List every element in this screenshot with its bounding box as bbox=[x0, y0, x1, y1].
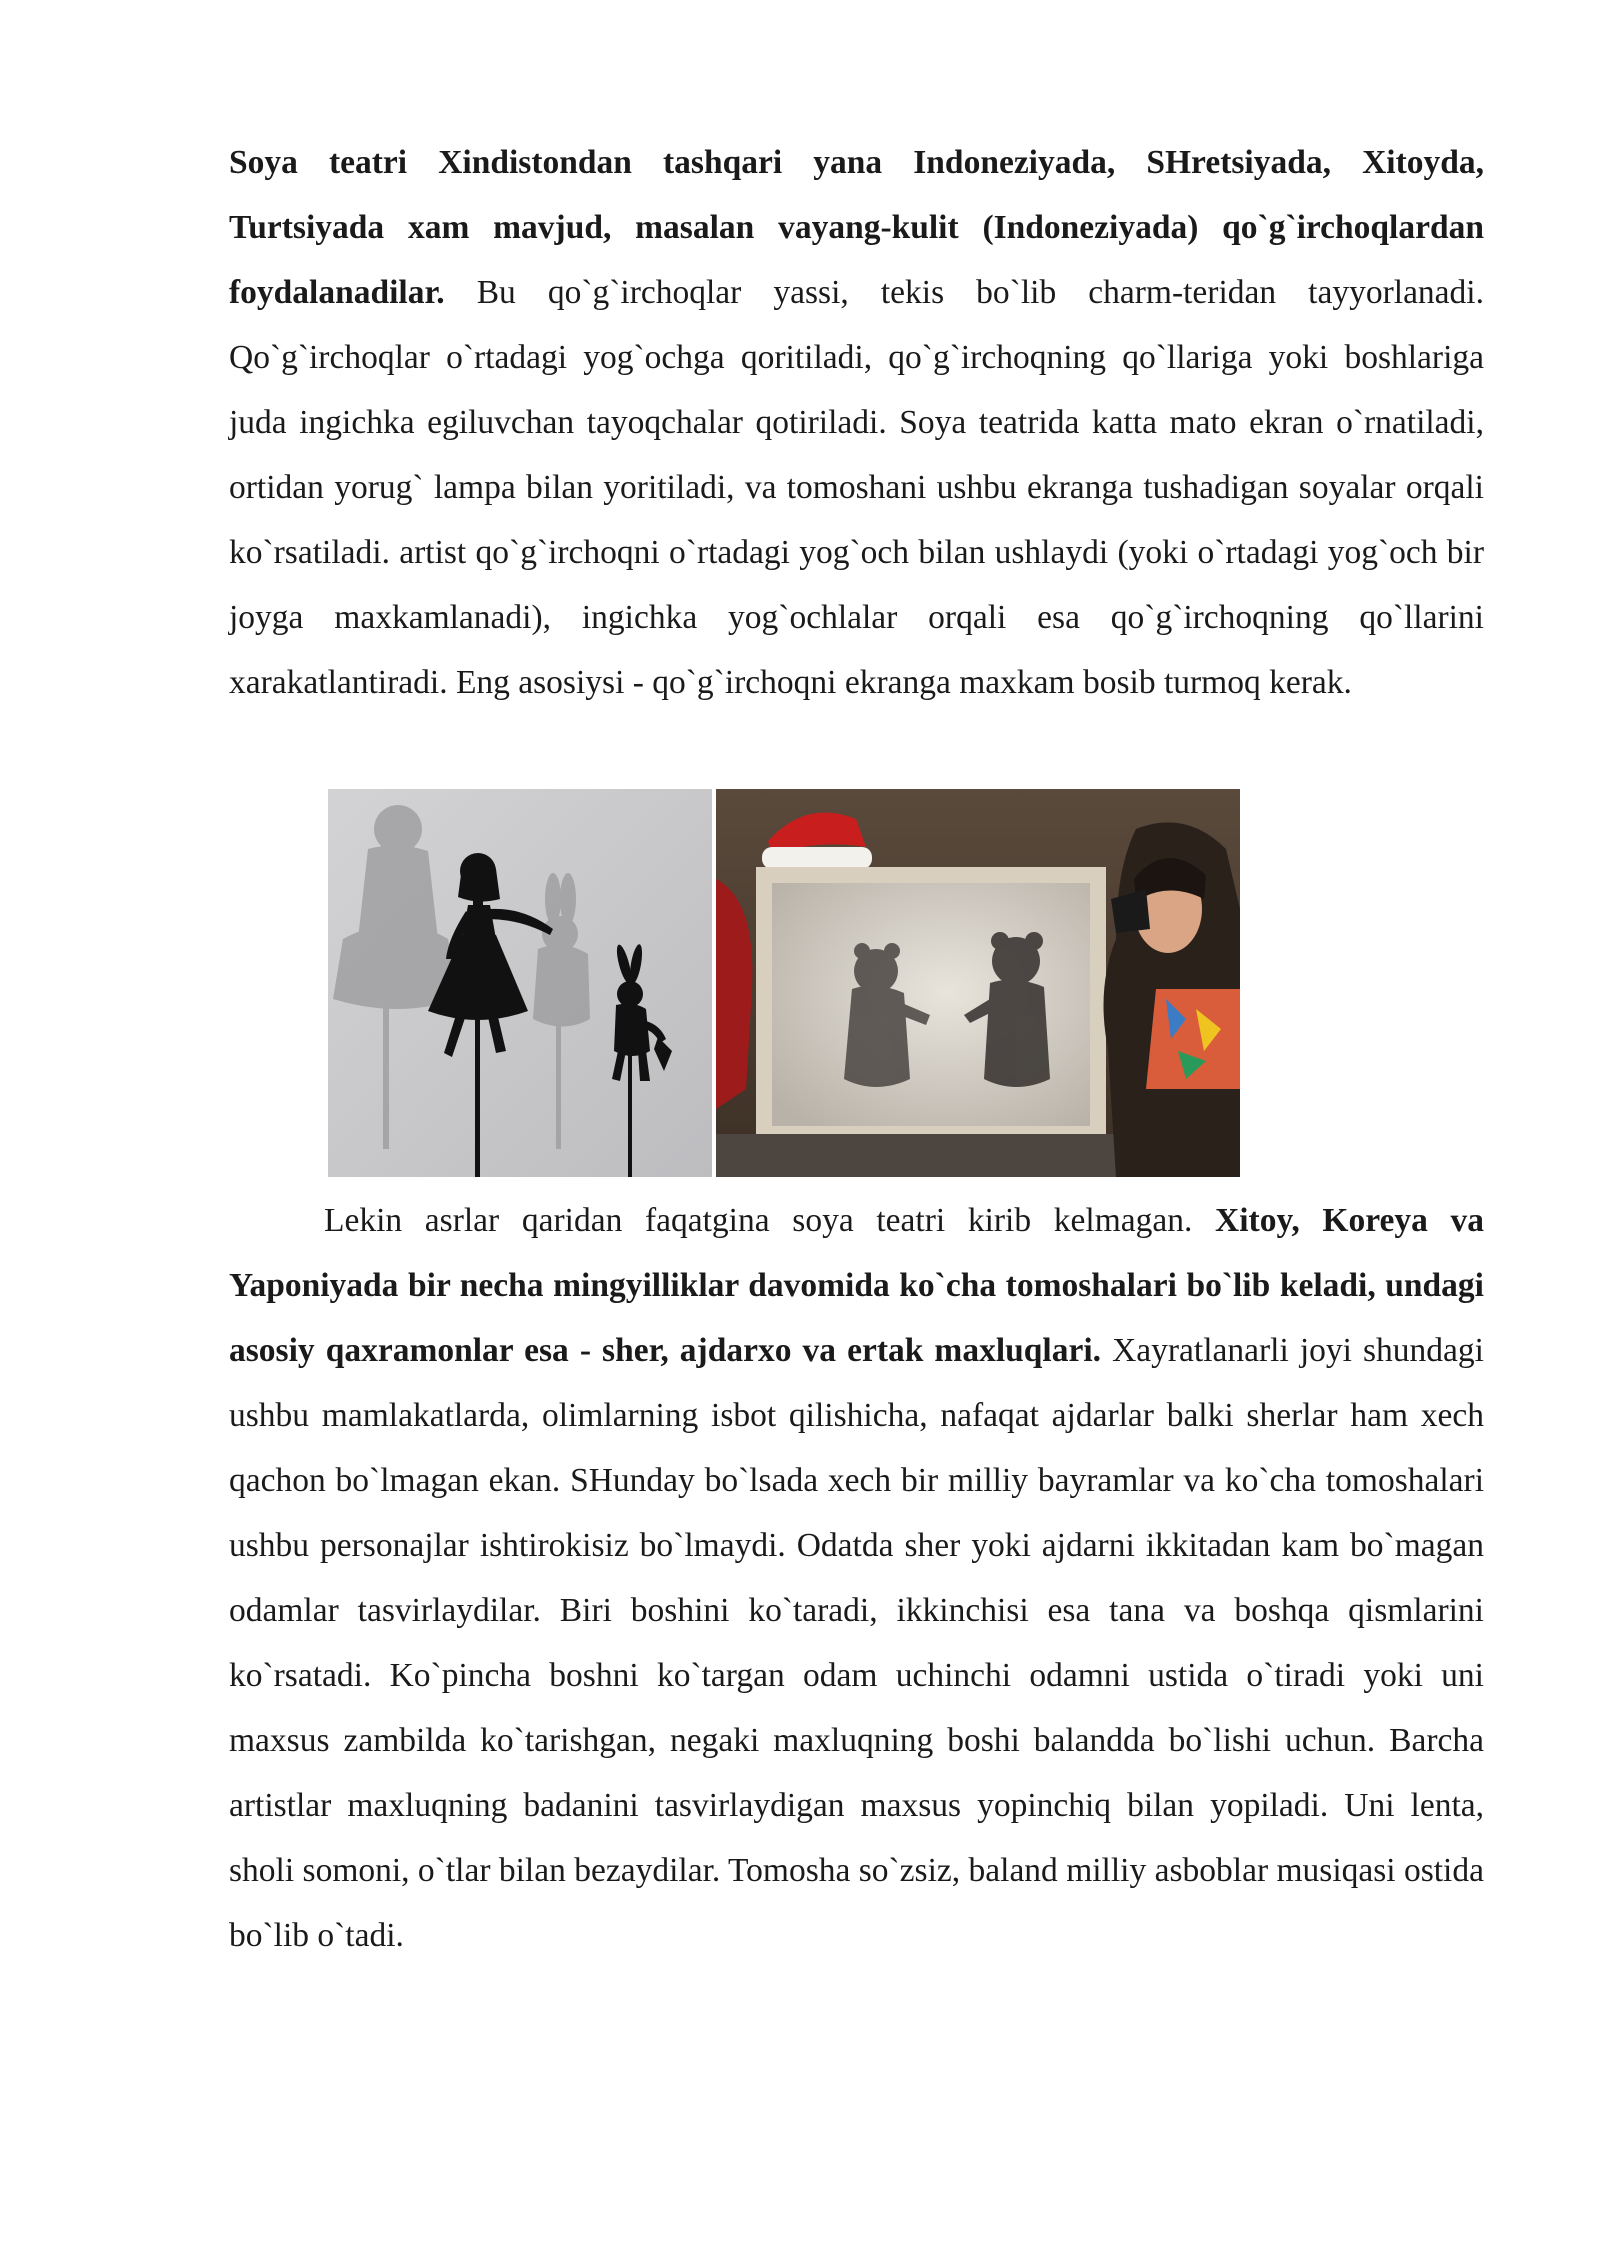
photo-alice-rabbit-puppets bbox=[328, 789, 712, 1177]
paragraph-lead: Lekin asrlar qaridan faqatgina soya teatri kirib kelmagan. bbox=[324, 1202, 1216, 1239]
bear-shadow-screen-image bbox=[716, 789, 1240, 1177]
paragraph-shadow-theatre bbox=[229, 130, 1484, 715]
figure-shadow-puppets bbox=[328, 789, 1240, 1177]
paragraph-street-performances bbox=[229, 1188, 1484, 1968]
photo-bear-shadow-screen bbox=[716, 789, 1240, 1177]
paragraph-bold-middle: Xitoy, Koreya va Yaponiyada bir necha mingyilliklar davomida ko`cha tomoshalari bo`lib keladi, undagi asosiy qaxramonlar esa - sher, ajdarxo va ertak maxluqlari. bbox=[229, 1202, 1485, 1369]
alice-rabbit-silhouette-image bbox=[328, 789, 712, 1177]
paragraph-body: Xayratlanarli joyi shundagi ushbu mamlakatlarda, olimlarning isbot qilishicha, nafaqat ajdarlar balki sherlar ham xech qachon bo`lmagan ekan. SHunday bo`lsada xech bir milliy bayramlar va ko`cha tomoshalari ushbu personajlar ishtirokisiz bo`lmaydi. Odatda sher yoki ajdarni ikkitadan kam bo`magan odamlar tasvirlaydilar. Biri boshini ko`taradi, ikkinchisi esa tana va boshqa qismlarini ko`rsatadi. Ko`pincha boshni ko`targan odam uchinchi odamni ustida o`tiradi yoki uni maxsus zambilda ko`tarishgan, negaki maxluqning boshi balandda bo`lishi uchun. Barcha artistlar maxluqning badanini tasvirlaydigan maxsus yopinchiq bilan yopiladi. Uni lenta, sholi somoni, o`tlar bilan bezaydilar. Tomosha so`zsiz, baland milliy asboblar musiqasi ostida bo`lib o`tadi. bbox=[229, 1332, 1484, 1954]
paragraph-bold-lead: Soya teatri Xindistondan tashqari yana Indoneziyada, SHretsiyada, Xitoyda, Turtsiyada xam mavjud, masalan vayang-kulit (Indoneziyada) qo`g`irchoqlardan foydalanadilar. bbox=[229, 144, 1484, 311]
paragraph-body: Bu qo`g`irchoqlar yassi, tekis bo`lib charm-teridan tayyorlanadi. Qo`g`irchoqlar o`rtadagi yog`ochga qoritiladi, qo`g`irchoqning qo`llariga yoki boshlariga juda ingichka egiluvchan tayoqchalar qotiriladi. Soya teatrida katta mato ekran o`rnatiladi, ortidan yorug` lampa bilan yoritiladi, va tomoshani ushbu ekranga tushadigan soyalar orqali ko`rsatiladi. artist qo`g`irchoqni o`rtadagi yog`och bilan ushlaydi (yoki o`rtadagi yog`och bir joyga maxkamlanadi), ingichka yog`ochlalar orqali esa qo`g`irchoqning qo`llarini xarakatlantiradi. Eng asosiysi - qo`g`irchoqni ekranga maxkam bosib turmoq kerak. bbox=[229, 274, 1484, 701]
